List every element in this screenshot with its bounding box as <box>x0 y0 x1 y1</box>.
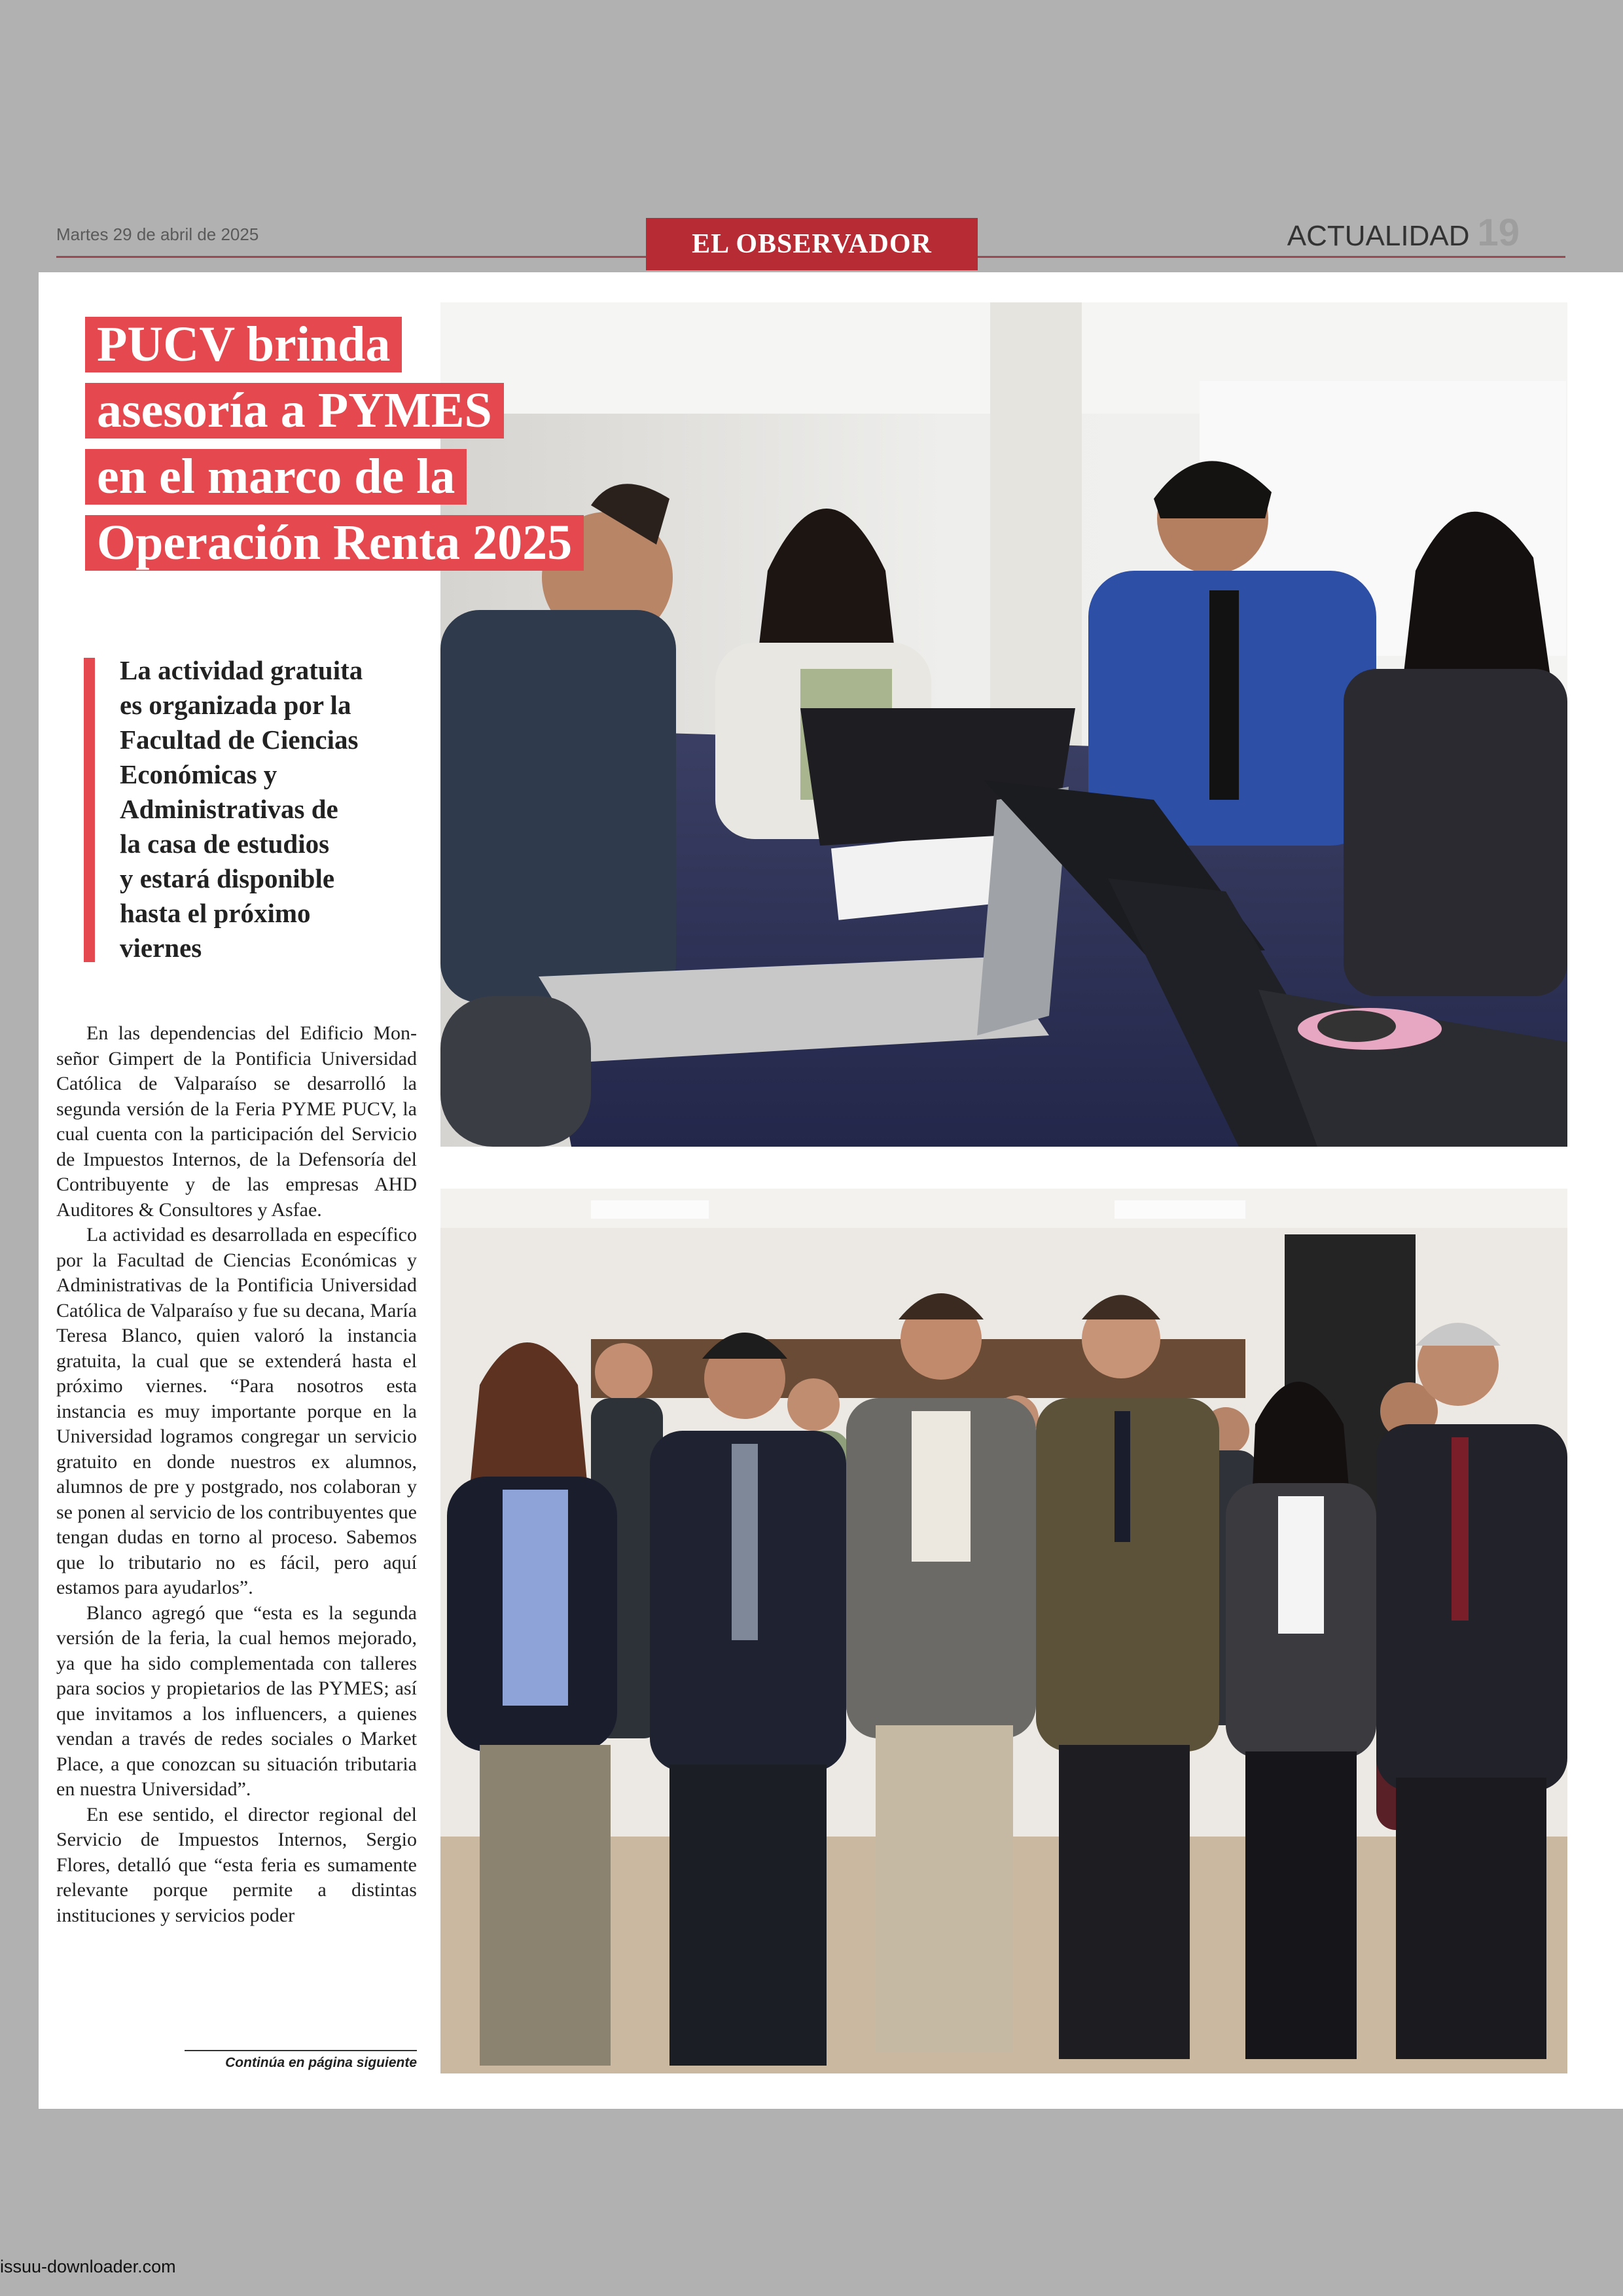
deck-accent-bar <box>84 658 95 962</box>
continued-note: Continúa en página siguiente <box>225 2055 417 2070</box>
headline-line: Operación Renta 2025 <box>85 515 584 571</box>
headline-line: en el marco de la <box>85 449 467 505</box>
body-paragraph: La actividad es desarrollada en específico por la Facultad de Ciencias Económicas y Administrativas de la Pontificia Universidad Católica de Valparaíso y fue su decana, María Teresa Blanco, quien valoró la instancia gratuita, la cual que se extenderá hasta el próximo viernes. “Para nosotros esta instancia es muy importante porque en la Universidad logramos congregar un servicio gratuito en donde nuestros ex alumnos, alumnos de pre y postgrado, nos colaboran y se ponen al servicio de los contribuyentes que tengan dudas en torno al proceso. Sabemos que lo tributario no es fácil, pero aquí estamos para ayudarlos”. <box>56 1224 417 1598</box>
section-header <box>1287 211 1520 254</box>
headline <box>85 317 584 581</box>
photo-advisors-at-laptops <box>440 302 1567 1147</box>
body-paragraph: En ese sentido, el director regional del Servicio de Impuestos Internos, Sergio Flores, detalló que “esta feria es sumamente relevante porque permite a distintas instituciones y servicios poder <box>56 1803 417 1926</box>
continued-rule <box>185 2050 417 2051</box>
headline-line: asesoría a PYMES <box>85 383 504 439</box>
watermark-text: issuu-downloader.com <box>0 2257 176 2276</box>
headline-line: PUCV brinda <box>85 317 402 372</box>
body-paragraph: En las dependencias del Edificio Monseñor Gimpert de la Pontificia Universidad Católica de Valparaíso se desarrolló la segunda versión de la Feria PYME PUCV, la cual cuenta con la participación del Servicio de Impuestos Internos, de la Defensoría del Contribuyente y de las empresas AHD Auditores & Consultores y Asfae. <box>56 1022 417 1221</box>
masthead-logo: EL OBSERVADOR <box>646 218 978 270</box>
publication-date: Martes 29 de abril de 2025 <box>56 224 259 244</box>
section-name: ACTUALIDAD <box>1287 220 1470 252</box>
body-paragraph: Blanco agregó que “esta es la segunda versión de la feria, la cual hemos mejorado, ya que ha sido complementada con talleres para socios y propietarios de las PYMES; así que invitamos a los influencers, a quienes vendan a través de redes sociales o Market Place, a que conozcan su situación tributaria en nuestra Universidad”. <box>56 1602 417 1800</box>
article-deck: La actividad gratuita es organizada por la Facultad de Ciencias Económicas y Administrativas de la casa de estudios y estará disponible hasta el próximo viernes <box>120 655 363 963</box>
article-body <box>56 1021 417 1928</box>
photo-group-event <box>440 1189 1567 2073</box>
page-number: 19 <box>1477 211 1520 254</box>
